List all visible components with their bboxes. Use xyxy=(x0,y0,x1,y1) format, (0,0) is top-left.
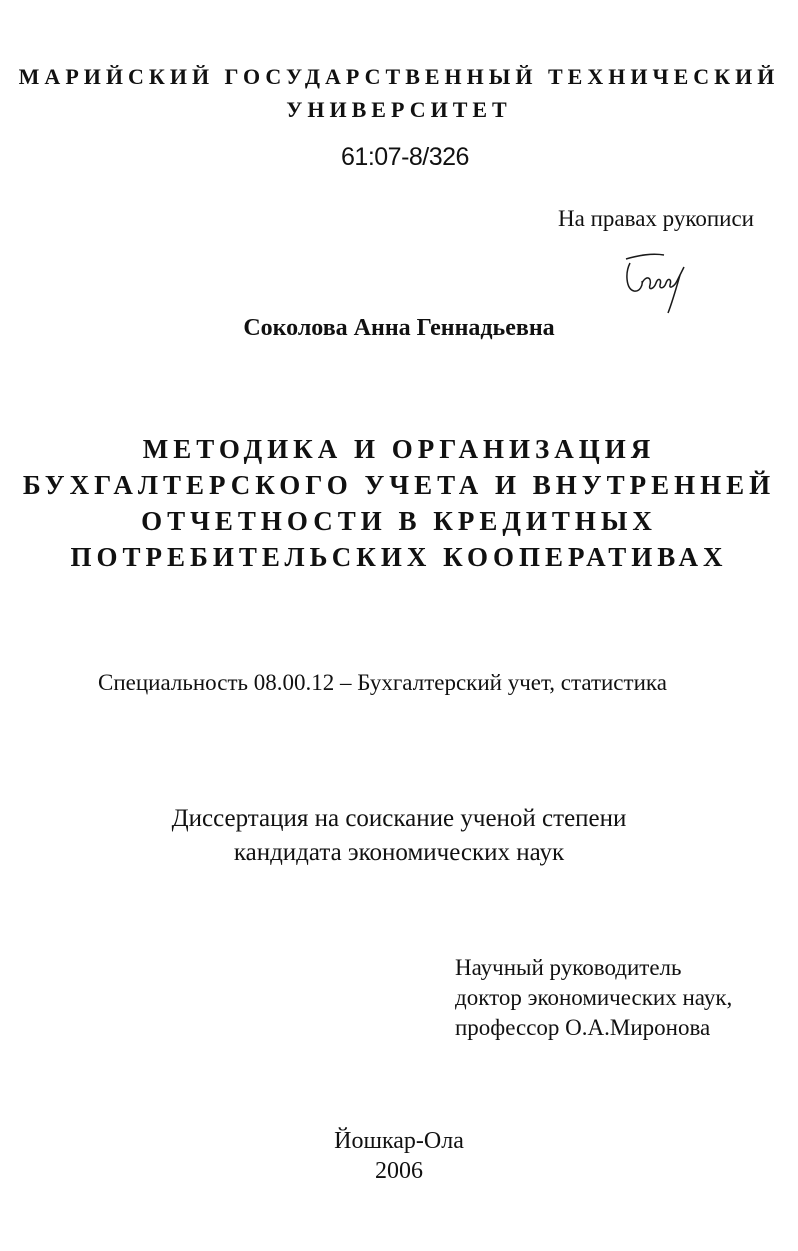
author-name: Соколова Анна Геннадьевна xyxy=(243,315,555,341)
degree-statement-line-2: кандидата экономических наук xyxy=(233,839,565,866)
degree-statement-line-1: Диссертация на соискание ученой степени xyxy=(171,805,627,832)
manuscript-rights-note: На правах рукописи xyxy=(558,206,754,231)
city: Йошкар-Ола xyxy=(334,1128,464,1154)
specialty-line: Специальность 08.00.12 – Бухгалтерский учет, статистика xyxy=(98,670,667,695)
dissertation-title-line-2: БУХГАЛТЕРСКОГО УЧЕТА И ВНУТРЕННЕЙ xyxy=(22,470,776,500)
advisor-name: профессор О.А.Миронова xyxy=(455,1015,711,1040)
dissertation-title-line-3: ОТЧЕТНОСТИ В КРЕДИТНЫХ xyxy=(141,506,657,536)
university-name-line-2: УНИВЕРСИТЕТ xyxy=(286,97,512,122)
year: 2006 xyxy=(375,1158,423,1184)
advisor-role: Научный руководитель xyxy=(455,955,682,980)
dissertation-title-line-1: МЕТОДИКА И ОРГАНИЗАЦИЯ xyxy=(142,434,656,464)
signature-image xyxy=(622,245,694,317)
catalog-number: 61:07-8/326 xyxy=(341,143,469,171)
advisor-degree: доктор экономических наук, xyxy=(455,985,733,1010)
dissertation-title-line-4: ПОТРЕБИТЕЛЬСКИХ КООПЕРАТИВАХ xyxy=(70,542,728,572)
university-name-line-1: МАРИЙСКИЙ ГОСУДАРСТВЕННЫЙ ТЕХНИЧЕСКИЙ xyxy=(18,64,780,89)
